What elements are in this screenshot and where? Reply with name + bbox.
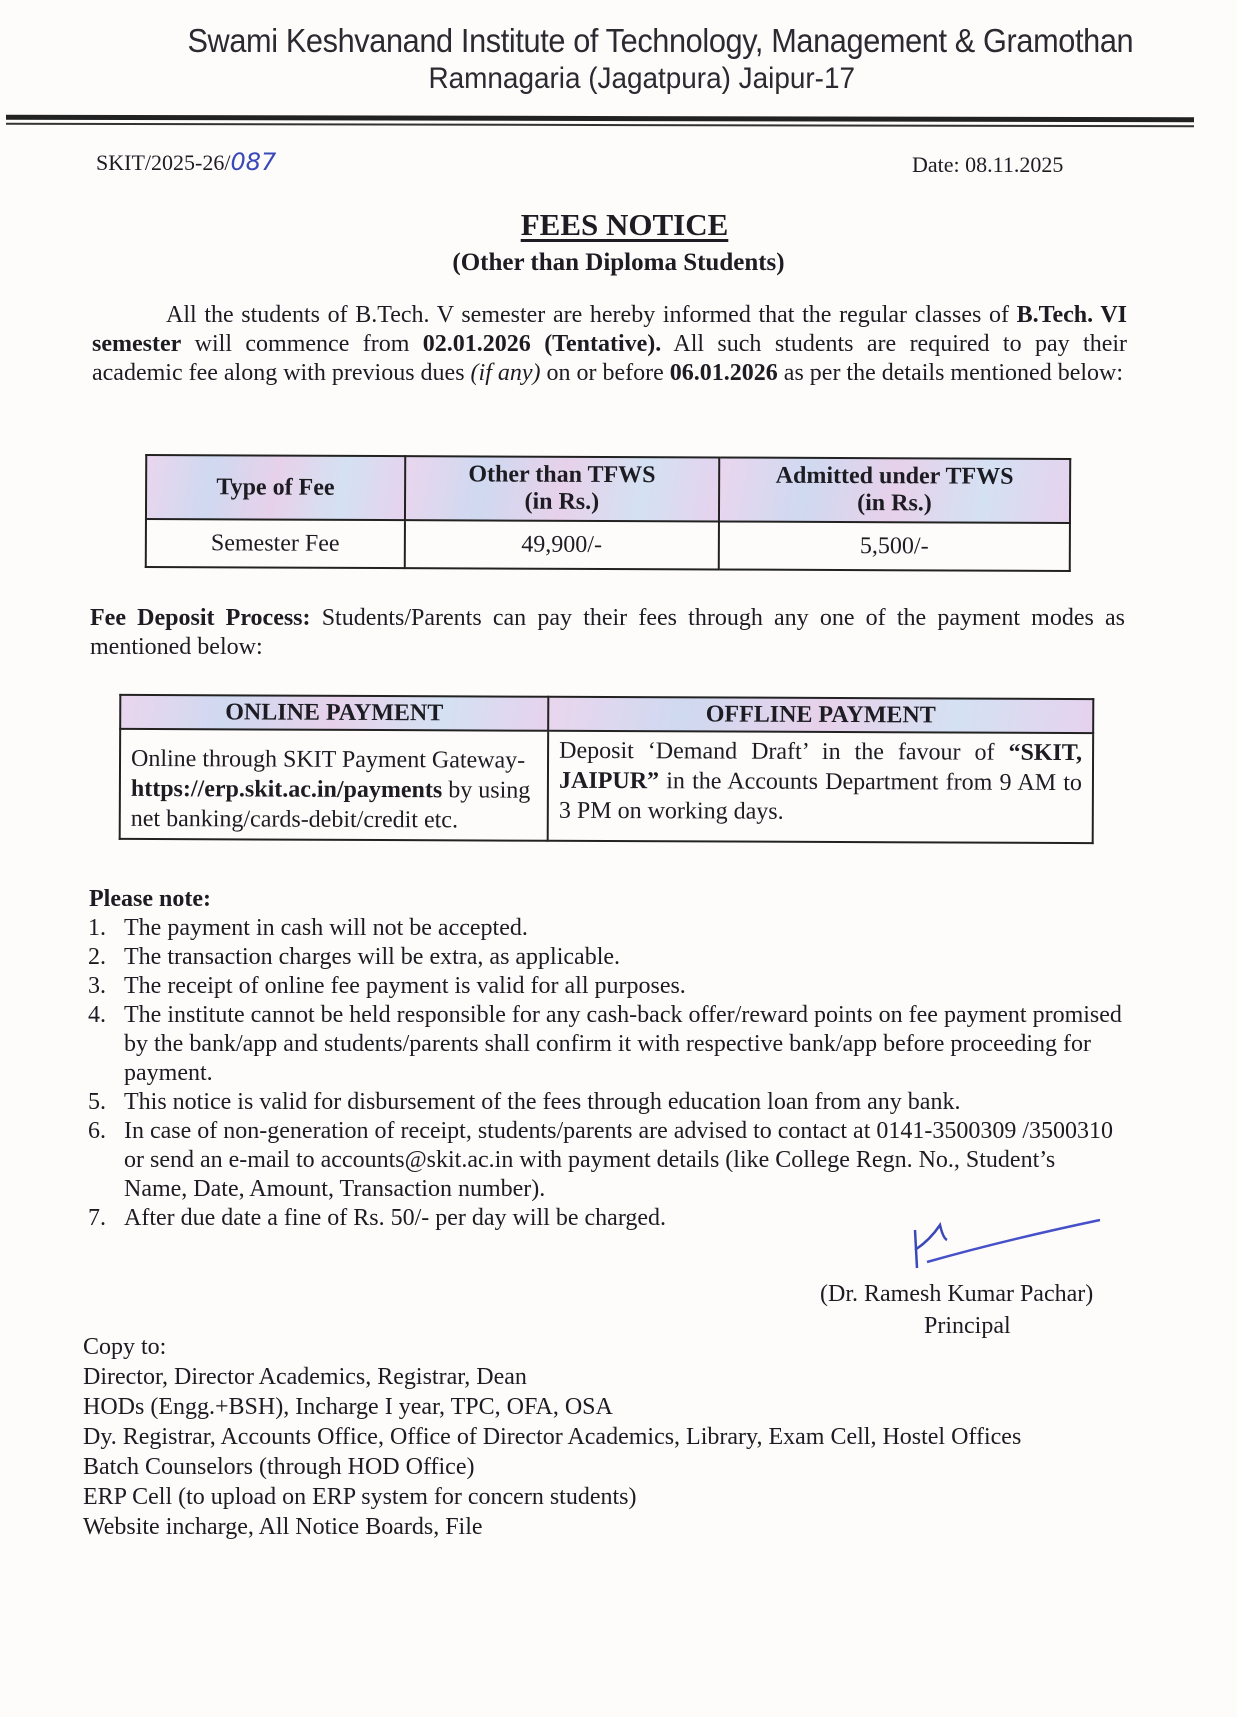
note-text: This notice is valid for disbursement of the fees through education loan from any bank. bbox=[124, 1089, 961, 1115]
fee-type-cell: Semester Fee bbox=[146, 519, 405, 568]
payment-table-header-row bbox=[120, 695, 1093, 733]
notice-date: Date: 08.11.2025 bbox=[912, 152, 1064, 177]
list-item bbox=[84, 1001, 1124, 1088]
copy-to-heading: Copy to: bbox=[83, 1334, 167, 1360]
copy-to-line: Website incharge, All Notice Boards, File bbox=[83, 1514, 483, 1540]
list-item bbox=[84, 914, 1124, 943]
note-number: 2. bbox=[88, 944, 106, 970]
notes-heading: Please note: bbox=[89, 886, 211, 912]
signature-icon bbox=[905, 1210, 1105, 1280]
note-number: 7. bbox=[88, 1205, 106, 1231]
note-number: 4. bbox=[88, 1002, 106, 1028]
fee-header-tfws bbox=[719, 457, 1070, 523]
online-text: by using net banking/cards-debit/credit etc. bbox=[130, 777, 531, 834]
note-text: After due date a fine of Rs. 50/- per day will be charged. bbox=[124, 1205, 667, 1231]
institute-address: Ramnagaria (Jagatpura) Jaipur-17 bbox=[428, 62, 855, 95]
note-number: 6. bbox=[88, 1118, 106, 1144]
intro-start-date: 02.01.2026 (Tentative). bbox=[422, 331, 662, 357]
offline-payment-cell bbox=[548, 731, 1093, 843]
note-text: The transaction charges will be extra, as applicable. bbox=[124, 944, 621, 970]
online-payment-cell bbox=[120, 729, 549, 841]
intro-due-date: 06.01.2026 bbox=[669, 360, 778, 386]
intro-text: as per the details mentioned below: bbox=[777, 360, 1124, 386]
list-item bbox=[84, 943, 1124, 972]
fee-table bbox=[145, 454, 1071, 572]
signatory-name: (Dr. Ramesh Kumar Pachar) bbox=[820, 1281, 1094, 1307]
notice-title bbox=[0, 207, 1237, 243]
copy-to-line: Dy. Registrar, Accounts Office, Office of Director Academics, Library, Exam Cell, Hostel Offices bbox=[83, 1424, 1022, 1450]
note-text: The institute cannot be held responsible for any cash-back offer/reward points on fee payment promised by the bank/app and students/parents shall confirm it with respective bank/app before proceeding for payment. bbox=[124, 1002, 1122, 1086]
table-row bbox=[146, 519, 1070, 571]
online-payment-header: ONLINE PAYMENT bbox=[120, 695, 548, 731]
payment-gateway-link[interactable]: https://erp.skit.ac.in/payments bbox=[130, 775, 443, 804]
note-text: The payment in cash will not be accepted. bbox=[124, 915, 528, 941]
notice-title-text: FEES NOTICE bbox=[520, 207, 729, 242]
intro-text: will commence from bbox=[181, 331, 423, 357]
fee-table-header-row bbox=[146, 455, 1070, 523]
copy-to-section bbox=[83, 1332, 1021, 1542]
intro-semester: B.Tech. VI semester bbox=[92, 302, 1128, 357]
list-item bbox=[84, 1088, 1124, 1117]
list-item bbox=[84, 972, 1124, 1001]
offline-payment-header: OFFLINE PAYMENT bbox=[548, 697, 1093, 733]
deposit-process-paragraph bbox=[90, 604, 1125, 662]
table-row bbox=[120, 729, 1093, 843]
reference-handwritten-number: 087 bbox=[230, 148, 277, 176]
note-number: 5. bbox=[88, 1089, 106, 1115]
copy-to-line: ERP Cell (to upload on ERP system for concern students) bbox=[83, 1484, 637, 1510]
demand-draft-payee: “SKIT, JAIPUR” bbox=[559, 739, 1083, 795]
institute-name: Swami Keshvanand Institute of Technology, Management & Gramothan bbox=[187, 22, 1134, 59]
fee-tfws-cell: 5,500/- bbox=[719, 521, 1070, 571]
intro-text: All such students are required to pay their academic fee along with previous dues bbox=[92, 331, 1128, 386]
deposit-label: Fee Deposit Process: bbox=[90, 605, 311, 631]
offline-text: in the Accounts Department from 9 AM to 3 PM on working days. bbox=[558, 768, 1082, 825]
signatory-title: Principal bbox=[924, 1313, 1011, 1339]
header-rule-thin bbox=[6, 123, 1194, 127]
note-number: 3. bbox=[88, 973, 106, 999]
fee-header-other-unit: (in Rs.) bbox=[524, 488, 600, 515]
intro-text: on or before bbox=[540, 360, 670, 386]
reference-number bbox=[96, 148, 276, 176]
fee-header-tfws-unit: (in Rs.) bbox=[857, 490, 932, 517]
offline-text: Deposit ‘Demand Draft’ in the favour of bbox=[559, 737, 1009, 766]
fee-header-other-label: Other than TFWS bbox=[468, 461, 656, 489]
intro-text: All the students of B.Tech. V semester are hereby informed that the regular classes of bbox=[166, 302, 1017, 328]
fee-other-cell: 49,900/- bbox=[404, 520, 718, 569]
intro-if-any: (if any) bbox=[470, 360, 541, 386]
online-text: Online through SKIT Payment Gateway- bbox=[130, 745, 526, 774]
notes-list bbox=[84, 914, 1124, 1233]
copy-to-line: Director, Director Academics, Registrar, Dean bbox=[83, 1364, 527, 1390]
intro-paragraph bbox=[92, 301, 1127, 388]
fee-header-type: Type of Fee bbox=[146, 455, 405, 520]
reference-prefix: SKIT/2025-26/ bbox=[96, 150, 231, 175]
copy-to-line: Batch Counselors (through HOD Office) bbox=[83, 1454, 475, 1480]
fee-header-tfws-label: Admitted under TFWS bbox=[775, 462, 1014, 490]
header-rule-thick bbox=[6, 115, 1194, 122]
notice-subtitle: (Other than Diploma Students) bbox=[452, 249, 785, 276]
copy-to-line: HODs (Engg.+BSH), Incharge I year, TPC, OFA, OSA bbox=[83, 1394, 613, 1420]
payment-table bbox=[119, 694, 1095, 844]
note-number: 1. bbox=[88, 915, 106, 941]
deposit-text: Students/Parents can pay their fees through any one of the payment modes as mentioned below: bbox=[90, 605, 1125, 660]
list-item bbox=[84, 1117, 1124, 1204]
note-text: The receipt of online fee payment is valid for all purposes. bbox=[124, 973, 686, 999]
note-text: In case of non-generation of receipt, students/parents are advised to contact at 0141-3500309 /3500310 or send an e-mail to accounts@skit.ac.in with payment details (like College Regn. No., Student’s Name, Date, Amount, Transaction number). bbox=[124, 1118, 1114, 1202]
fee-header-other bbox=[405, 456, 719, 521]
